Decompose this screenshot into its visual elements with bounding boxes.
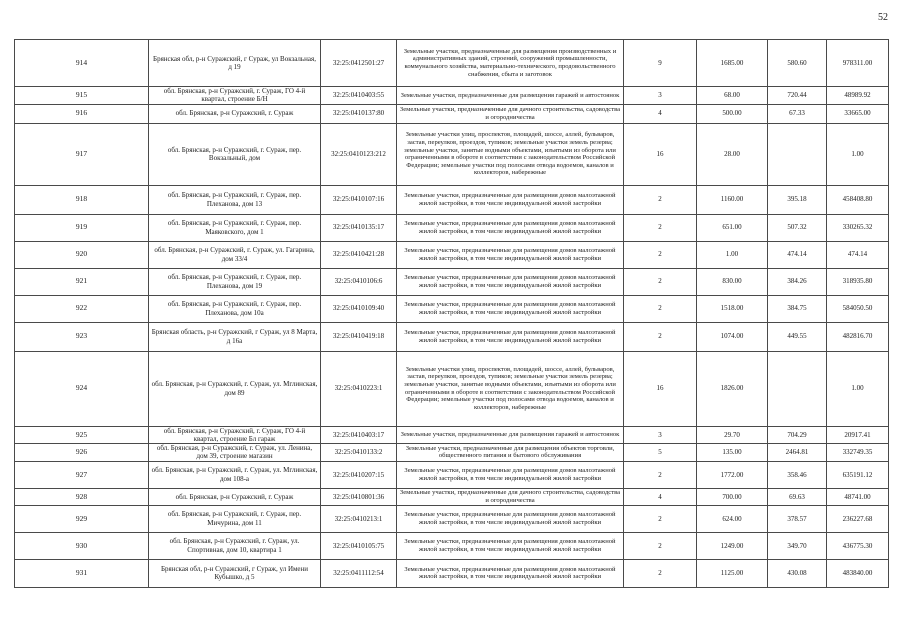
specific-value-cell: 430.08 — [768, 559, 827, 587]
cadastral-value-cell: 474.14 — [827, 241, 889, 268]
area-cell: 68.00 — [697, 87, 768, 105]
specific-value-cell: 474.14 — [768, 241, 827, 268]
permitted-use-cell: Земельные участки, предназначенные для дачного строительства, садоводства и огородничества — [397, 104, 624, 123]
area-cell: 135.00 — [697, 444, 768, 462]
address-cell: Брянская область, р-н Суражский, г Сураж, ул 8 Марта, д 16а — [149, 322, 321, 351]
row-number: 922 — [15, 295, 149, 322]
specific-value-cell: 384.75 — [768, 295, 827, 322]
row-number: 928 — [15, 488, 149, 505]
cadastral-number-cell: 32:25:0410207:15 — [321, 461, 397, 488]
permitted-use-cell: Земельные участки, предназначенные для размещения домов малоэтажной жилой застройки, в том числе индивидуальной жилой застройки — [397, 505, 624, 532]
specific-value-cell — [768, 351, 827, 426]
row-number: 926 — [15, 444, 149, 462]
area-cell: 28.00 — [697, 123, 768, 185]
use-group-cell: 16 — [624, 351, 697, 426]
permitted-use-cell: Земельные участки, предназначенные для размещения домов малоэтажной жилой застройки, в том числе индивидуальной жилой застройки — [397, 241, 624, 268]
specific-value-cell — [768, 123, 827, 185]
cadastral-value-cell: 1.00 — [827, 351, 889, 426]
cadastral-number-cell: 32:25:0410109:40 — [321, 295, 397, 322]
table-row — [15, 322, 889, 351]
area-cell: 1249.00 — [697, 532, 768, 559]
cadastral-value-cell: 978311.00 — [827, 40, 889, 87]
permitted-use-cell: Земельные участки, предназначенные для размещения гаражей и автостоянок — [397, 87, 624, 105]
address-cell: обл. Брянская, р-н Суражский, г. Сураж, ул. Мглинская, дом 89 — [149, 351, 321, 426]
cadastral-value-cell: 483840.00 — [827, 559, 889, 587]
cadastral-value-cell: 458408.80 — [827, 185, 889, 214]
area-cell: 29.70 — [697, 426, 768, 444]
use-group-cell: 2 — [624, 268, 697, 295]
row-number: 921 — [15, 268, 149, 295]
cadastral-number-cell: 32:25:0410801:36 — [321, 488, 397, 505]
use-group-cell: 2 — [624, 322, 697, 351]
cadastral-number-cell: 32:25:0410133:2 — [321, 444, 397, 462]
permitted-use-cell: Земельные участки, предназначенные для размещения домов малоэтажной жилой застройки, в том числе индивидуальной жилой застройки — [397, 295, 624, 322]
specific-value-cell: 449.55 — [768, 322, 827, 351]
address-cell: обл. Брянская, р-н Суражский, г. Сураж, ул. Ленина, дом 39, строение магазин — [149, 444, 321, 462]
row-number: 931 — [15, 559, 149, 587]
use-group-cell: 2 — [624, 505, 697, 532]
address-cell: Брянская обл, р-н Суражский, г Сураж, ул Имени Кубышко, д 5 — [149, 559, 321, 587]
use-group-cell: 4 — [624, 488, 697, 505]
cadastral-number-cell: 32:25:0410106:6 — [321, 268, 397, 295]
specific-value-cell: 349.70 — [768, 532, 827, 559]
use-group-cell: 3 — [624, 87, 697, 105]
address-cell: обл. Брянская, р-н Суражский, г. Сураж, пер. Плеханова, дом 13 — [149, 185, 321, 214]
area-cell: 1125.00 — [697, 559, 768, 587]
register-body — [15, 40, 889, 588]
permitted-use-cell: Земельные участки, предназначенные для размещения домов малоэтажной жилой застройки, в том числе индивидуальной жилой застройки — [397, 322, 624, 351]
area-cell: 1772.00 — [697, 461, 768, 488]
cadastral-number-cell: 32:25:0410123:212 — [321, 123, 397, 185]
cadastral-number-cell: 32:25:0412501:27 — [321, 40, 397, 87]
row-number: 917 — [15, 123, 149, 185]
row-number: 915 — [15, 87, 149, 105]
cadastral-value-cell: 20917.41 — [827, 426, 889, 444]
cadastral-number-cell: 32:25:0410107:16 — [321, 185, 397, 214]
address-cell: обл. Брянская, р-н Суражский, г. Сураж, пер. Плеханова, дом 10а — [149, 295, 321, 322]
use-group-cell: 2 — [624, 461, 697, 488]
row-number: 929 — [15, 505, 149, 532]
table-row — [15, 185, 889, 214]
use-group-cell: 16 — [624, 123, 697, 185]
use-group-cell: 2 — [624, 532, 697, 559]
cadastral-value-cell: 48741.00 — [827, 488, 889, 505]
row-number: 919 — [15, 214, 149, 241]
specific-value-cell: 580.60 — [768, 40, 827, 87]
table-row — [15, 532, 889, 559]
table-row — [15, 123, 889, 185]
row-number: 927 — [15, 461, 149, 488]
use-group-cell: 2 — [624, 559, 697, 587]
cadastral-value-cell: 330265.32 — [827, 214, 889, 241]
use-group-cell: 5 — [624, 444, 697, 462]
cadastral-number-cell: 32:25:0411112:54 — [321, 559, 397, 587]
permitted-use-cell: Земельные участки, предназначенные для дачного строительства, садоводства и огородничества — [397, 488, 624, 505]
permitted-use-cell: Земельные участки, предназначенные для размещения домов малоэтажной жилой застройки, в том числе индивидуальной жилой застройки — [397, 461, 624, 488]
table-row — [15, 241, 889, 268]
table-row — [15, 40, 889, 87]
row-number: 918 — [15, 185, 149, 214]
address-cell: обл. Брянская, р-н Суражский, г. Сураж, пер. Маяковского, дом 1 — [149, 214, 321, 241]
use-group-cell: 2 — [624, 295, 697, 322]
use-group-cell: 2 — [624, 214, 697, 241]
specific-value-cell: 67.33 — [768, 104, 827, 123]
use-group-cell: 2 — [624, 185, 697, 214]
address-cell: Брянская обл, р-н Суражский, г Сураж, ул Вокзальная, д 19 — [149, 40, 321, 87]
area-cell: 1.00 — [697, 241, 768, 268]
cadastral-number-cell: 32:25:0410135:17 — [321, 214, 397, 241]
specific-value-cell: 378.57 — [768, 505, 827, 532]
area-cell: 651.00 — [697, 214, 768, 241]
row-number: 930 — [15, 532, 149, 559]
cadastral-value-cell: 332749.35 — [827, 444, 889, 462]
cadastral-value-cell: 436775.30 — [827, 532, 889, 559]
table-row — [15, 351, 889, 426]
cadastral-value-cell: 318935.80 — [827, 268, 889, 295]
area-cell: 1160.00 — [697, 185, 768, 214]
table-row — [15, 87, 889, 105]
cadastral-number-cell: 32:25:0410223:1 — [321, 351, 397, 426]
specific-value-cell: 69.63 — [768, 488, 827, 505]
address-cell: обл. Брянская, р-н Суражский, г. Сураж, ул. Мглинская, дом 108-а — [149, 461, 321, 488]
table-row — [15, 505, 889, 532]
area-cell: 1685.00 — [697, 40, 768, 87]
area-cell: 700.00 — [697, 488, 768, 505]
specific-value-cell: 2464.81 — [768, 444, 827, 462]
permitted-use-cell: Земельные участки, предназначенные для размещения домов малоэтажной жилой застройки, в том числе индивидуальной жилой застройки — [397, 268, 624, 295]
permitted-use-cell: Земельные участки, предназначенные для размещения объектов торговли, общественного питания и бытового обслуживания — [397, 444, 624, 462]
address-cell: обл. Брянская, р-н Суражский, г. Сураж, ул. Спортивная, дом 10, квартира 1 — [149, 532, 321, 559]
permitted-use-cell: Земельные участки, предназначенные для размещения домов малоэтажной жилой застройки, в том числе индивидуальной жилой застройки — [397, 559, 624, 587]
specific-value-cell: 384.26 — [768, 268, 827, 295]
address-cell: обл. Брянская, р-н Суражский, г. Сураж, ГО 4-й квартал, строение Бл гараж — [149, 426, 321, 444]
cadastral-value-cell: 635191.12 — [827, 461, 889, 488]
cadastral-number-cell: 32:25:0410403:55 — [321, 87, 397, 105]
row-number: 924 — [15, 351, 149, 426]
row-number: 925 — [15, 426, 149, 444]
cadastral-value-cell: 1.00 — [827, 123, 889, 185]
table-row — [15, 444, 889, 462]
address-cell: обл. Брянская, р-н Суражский, г. Сураж — [149, 488, 321, 505]
area-cell: 624.00 — [697, 505, 768, 532]
specific-value-cell: 358.46 — [768, 461, 827, 488]
area-cell: 1826.00 — [697, 351, 768, 426]
permitted-use-cell: Земельные участки, предназначенные для размещения производственных и административных зданий, строений, сооружений промышленности, коммунального хозяйства, материально-технического, продовольственного снабжения, сбыта и заготовок — [397, 40, 624, 87]
table-row — [15, 104, 889, 123]
address-cell: обл. Брянская, р-н Суражский, г. Сураж, пер. Мичурина, дом 11 — [149, 505, 321, 532]
table-row — [15, 461, 889, 488]
area-cell: 1518.00 — [697, 295, 768, 322]
cadastral-number-cell: 32:25:0410137:80 — [321, 104, 397, 123]
cadastral-value-cell: 33665.00 — [827, 104, 889, 123]
cadastral-value-cell: 584050.50 — [827, 295, 889, 322]
use-group-cell: 4 — [624, 104, 697, 123]
permitted-use-cell: Земельные участки, предназначенные для размещения домов малоэтажной жилой застройки, в том числе индивидуальной жилой застройки — [397, 532, 624, 559]
cadastral-value-cell: 236227.68 — [827, 505, 889, 532]
address-cell: обл. Брянская, р-н Суражский, г. Сураж, пер. Вокзальный, дом — [149, 123, 321, 185]
specific-value-cell: 720.44 — [768, 87, 827, 105]
cadastral-value-cell: 48989.92 — [827, 87, 889, 105]
cadastral-number-cell: 32:25:0410403:17 — [321, 426, 397, 444]
permitted-use-cell: Земельные участки, предназначенные для размещения домов малоэтажной жилой застройки, в том числе индивидуальной жилой застройки — [397, 185, 624, 214]
address-cell: обл. Брянская, р-н Суражский, г. Сураж — [149, 104, 321, 123]
use-group-cell: 2 — [624, 241, 697, 268]
use-group-cell: 3 — [624, 426, 697, 444]
row-number: 920 — [15, 241, 149, 268]
table-row — [15, 295, 889, 322]
table-row — [15, 268, 889, 295]
permitted-use-cell: Земельные участки улиц, проспектов, площадей, шоссе, аллей, бульваров, застав, переулков, проездов, тупиков; земельные участки земель резерва; земельные участки, занятые водными объектами, изъятыми из оборота или ограниченными в обороте в соответствии с законодательством Российской Федерации; земельные участки под полосами отвода водоемов, каналов и коллекторов, набережные — [397, 123, 624, 185]
specific-value-cell: 507.32 — [768, 214, 827, 241]
permitted-use-cell: Земельные участки улиц, проспектов, площадей, шоссе, аллей, бульваров, застав, переулков, проездов, тупиков; земельные участки земель резерва; земельные участки, занятые водными объектами, изъятыми из оборота или ограниченными в обороте в соответствии с законодательством Российской Федерации; земельные участки под полосами отвода водоемов, каналов и коллекторов, набережные — [397, 351, 624, 426]
page-number: 52 — [878, 12, 888, 23]
use-group-cell: 9 — [624, 40, 697, 87]
row-number: 914 — [15, 40, 149, 87]
cadastral-number-cell: 32:25:0410421:28 — [321, 241, 397, 268]
address-cell: обл. Брянская, р-н Суражский, г. Сураж, ул. Гагарина, дом 33/4 — [149, 241, 321, 268]
table-row — [15, 559, 889, 587]
row-number: 923 — [15, 322, 149, 351]
land-register-table — [14, 39, 889, 588]
permitted-use-cell: Земельные участки, предназначенные для размещения гаражей и автостоянок — [397, 426, 624, 444]
specific-value-cell: 704.29 — [768, 426, 827, 444]
address-cell: обл. Брянская, р-н Суражский, г. Сураж, пер. Плеханова, дом 19 — [149, 268, 321, 295]
area-cell: 500.00 — [697, 104, 768, 123]
address-cell: обл. Брянская, р-н Суражский, г. Сураж, ГО 4-й квартал, строение Б/Н — [149, 87, 321, 105]
table-row — [15, 214, 889, 241]
table-row — [15, 488, 889, 505]
area-cell: 830.00 — [697, 268, 768, 295]
cadastral-number-cell: 32:25:0410105:75 — [321, 532, 397, 559]
specific-value-cell: 395.18 — [768, 185, 827, 214]
table-row — [15, 426, 889, 444]
cadastral-value-cell: 482816.70 — [827, 322, 889, 351]
cadastral-number-cell: 32:25:0410419:18 — [321, 322, 397, 351]
row-number: 916 — [15, 104, 149, 123]
cadastral-number-cell: 32:25:0410213:1 — [321, 505, 397, 532]
permitted-use-cell: Земельные участки, предназначенные для размещения домов малоэтажной жилой застройки, в том числе индивидуальной жилой застройки — [397, 214, 624, 241]
area-cell: 1074.00 — [697, 322, 768, 351]
